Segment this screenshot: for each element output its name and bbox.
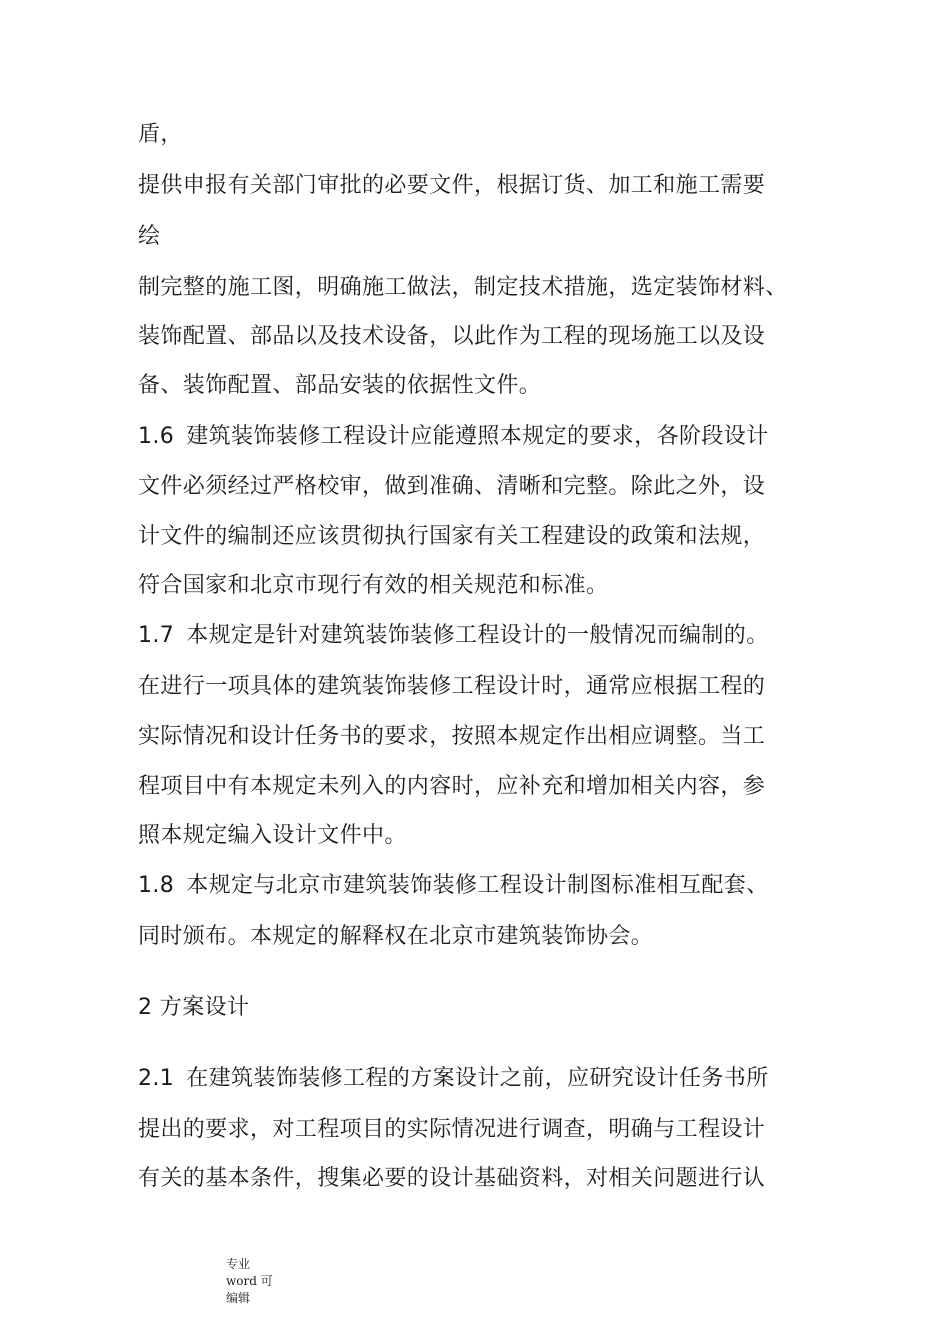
- text-line: 提供申报有关部门审批的必要文件，根据订货、加工和施工需要: [138, 173, 766, 198]
- text-line: 程项目中有本规定未列入的内容时，应补充和增加相关内容，参: [138, 774, 766, 799]
- clause-number: 1.6: [138, 424, 175, 449]
- footer-line: 编辑: [226, 1291, 251, 1305]
- clause-text: 本规定是针对建筑装饰装修工程设计的一般情况而编制的。: [186, 623, 769, 648]
- clause-text: 在建筑装饰装修工程的方案设计之前，应研究设计任务书所: [186, 1066, 769, 1091]
- text-line: 计文件的编制还应该贯彻执行国家有关工程建设的政策和法规，: [138, 524, 766, 549]
- text-line: 备、装饰配置、部品安装的依据性文件。: [138, 373, 542, 398]
- section-heading: 2 方案设计: [138, 995, 250, 1020]
- text-line: 制完整的施工图，明确施工做法，制定技术措施，选定装饰材料、: [138, 275, 788, 300]
- footer-line: word 可: [226, 1274, 273, 1288]
- text-line: 在进行一项具体的建筑装饰装修工程设计时，通常应根据工程的: [138, 674, 766, 699]
- clause-text: 本规定与北京市建筑装饰装修工程设计制图标准相互配套、: [186, 873, 769, 898]
- text-line: 符合国家和北京市现行有效的相关规范和标准。: [138, 573, 609, 598]
- footer-note: [226, 1256, 273, 1307]
- text-line: 文件必须经过严格校审，做到准确、清晰和完整。除此之外，设: [138, 474, 766, 499]
- text-line: 同时颁布。本规定的解释权在北京市建筑装饰协会。: [138, 924, 654, 949]
- text-line: 实际情况和设计任务书的要求，按照本规定作出相应调整。当工: [138, 724, 766, 749]
- clause-1-6: [138, 422, 769, 452]
- clause-number: 2.1: [138, 1066, 175, 1091]
- text-line: 绘: [138, 224, 161, 249]
- text-line: 盾，: [138, 122, 183, 147]
- clause-1-8: [138, 871, 769, 901]
- text-line: 照本规定编入设计文件中。: [138, 823, 407, 848]
- clause-number: 1.8: [138, 873, 175, 898]
- text-line: 装饰配置、部品以及技术设备，以此作为工程的现场施工以及设: [138, 324, 766, 349]
- clause-number: 1.7: [138, 623, 175, 648]
- text-line: 有关的基本条件，搜集必要的设计基础资料，对相关问题进行认: [138, 1166, 766, 1191]
- clause-1-7: [138, 621, 769, 651]
- clause-text: 建筑装饰装修工程设计应能遵照本规定的要求，各阶段设计: [186, 424, 769, 449]
- footer-line: 专业: [226, 1257, 251, 1271]
- clause-2-1: [138, 1064, 769, 1094]
- text-line: 提出的要求，对工程项目的实际情况进行调查，明确与工程设计: [138, 1117, 766, 1142]
